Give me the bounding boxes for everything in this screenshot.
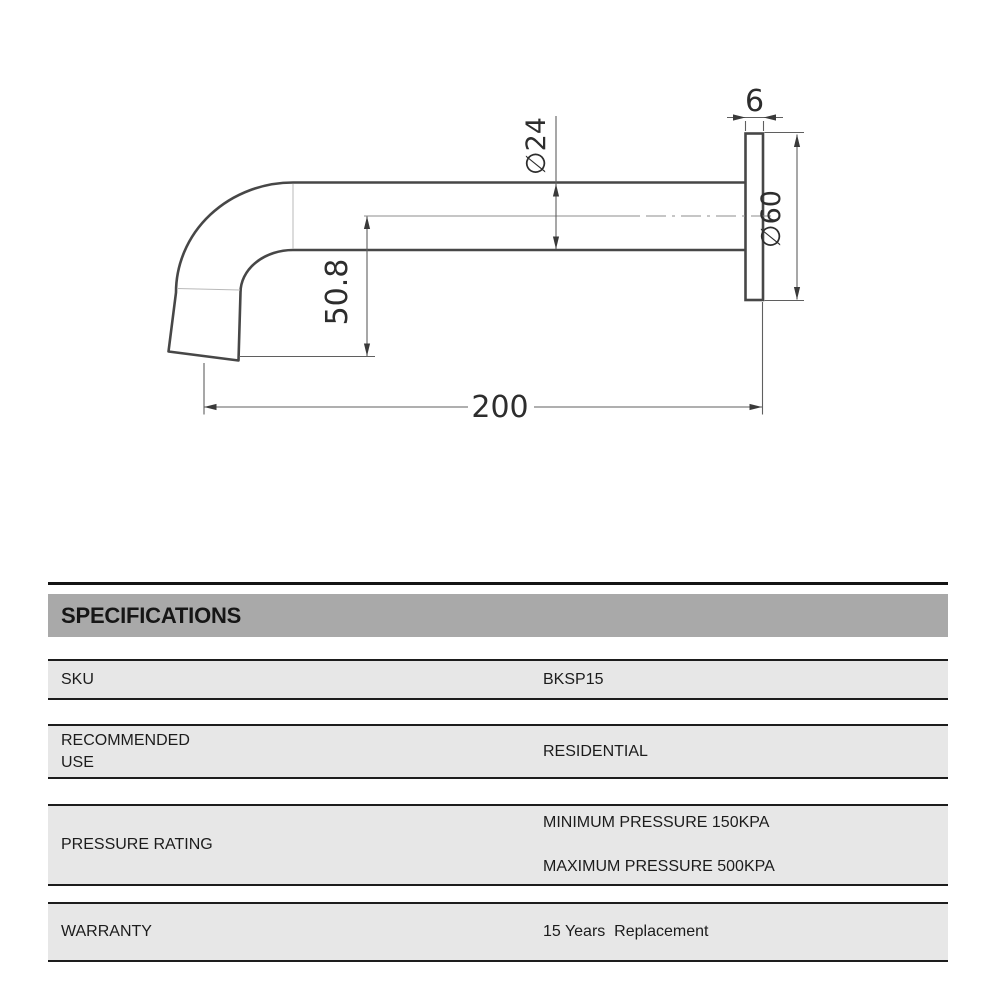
arrowhead: [364, 344, 370, 357]
row-label: WARRANTY: [61, 923, 152, 940]
table-row: [48, 804, 948, 886]
table-row: [48, 659, 948, 700]
row-label: PRESSURE RATING: [61, 836, 213, 853]
row-label: RECOMMENDED USE: [61, 731, 190, 771]
dim-label-d60: ∅60: [756, 190, 787, 248]
arrowhead: [204, 404, 217, 410]
dim-label-d24: ∅24: [521, 117, 552, 175]
row-value: MINIMUM PRESSURE 150KPA: [543, 814, 770, 831]
dim-label-6: 6: [744, 84, 765, 119]
row-values: [543, 806, 775, 884]
table-top-rule: [48, 582, 948, 585]
row-value: RESIDENTIAL: [543, 742, 648, 760]
row-value: MAXIMUM PRESSURE 500KPA: [543, 858, 775, 875]
arrowhead: [764, 114, 777, 120]
table-row: [48, 902, 948, 962]
specifications-header: [48, 594, 948, 637]
arrowhead: [794, 287, 800, 300]
table-row: [48, 724, 948, 779]
specifications-title: SPECIFICATIONS: [61, 602, 242, 628]
dim-label-200: 200: [471, 390, 529, 425]
row-label: SKU: [61, 670, 94, 688]
row-values: [543, 661, 603, 698]
row-value: BKSP15: [543, 670, 604, 688]
arrowhead: [733, 114, 746, 120]
spout-outline: [169, 183, 747, 361]
dim-label-50-8: 50.8: [320, 258, 355, 326]
row-values: [543, 904, 708, 960]
row-values: [543, 726, 648, 777]
arrowhead: [750, 404, 763, 410]
arrowhead: [794, 135, 800, 148]
row-value: 15 Years Replacement: [543, 923, 709, 940]
